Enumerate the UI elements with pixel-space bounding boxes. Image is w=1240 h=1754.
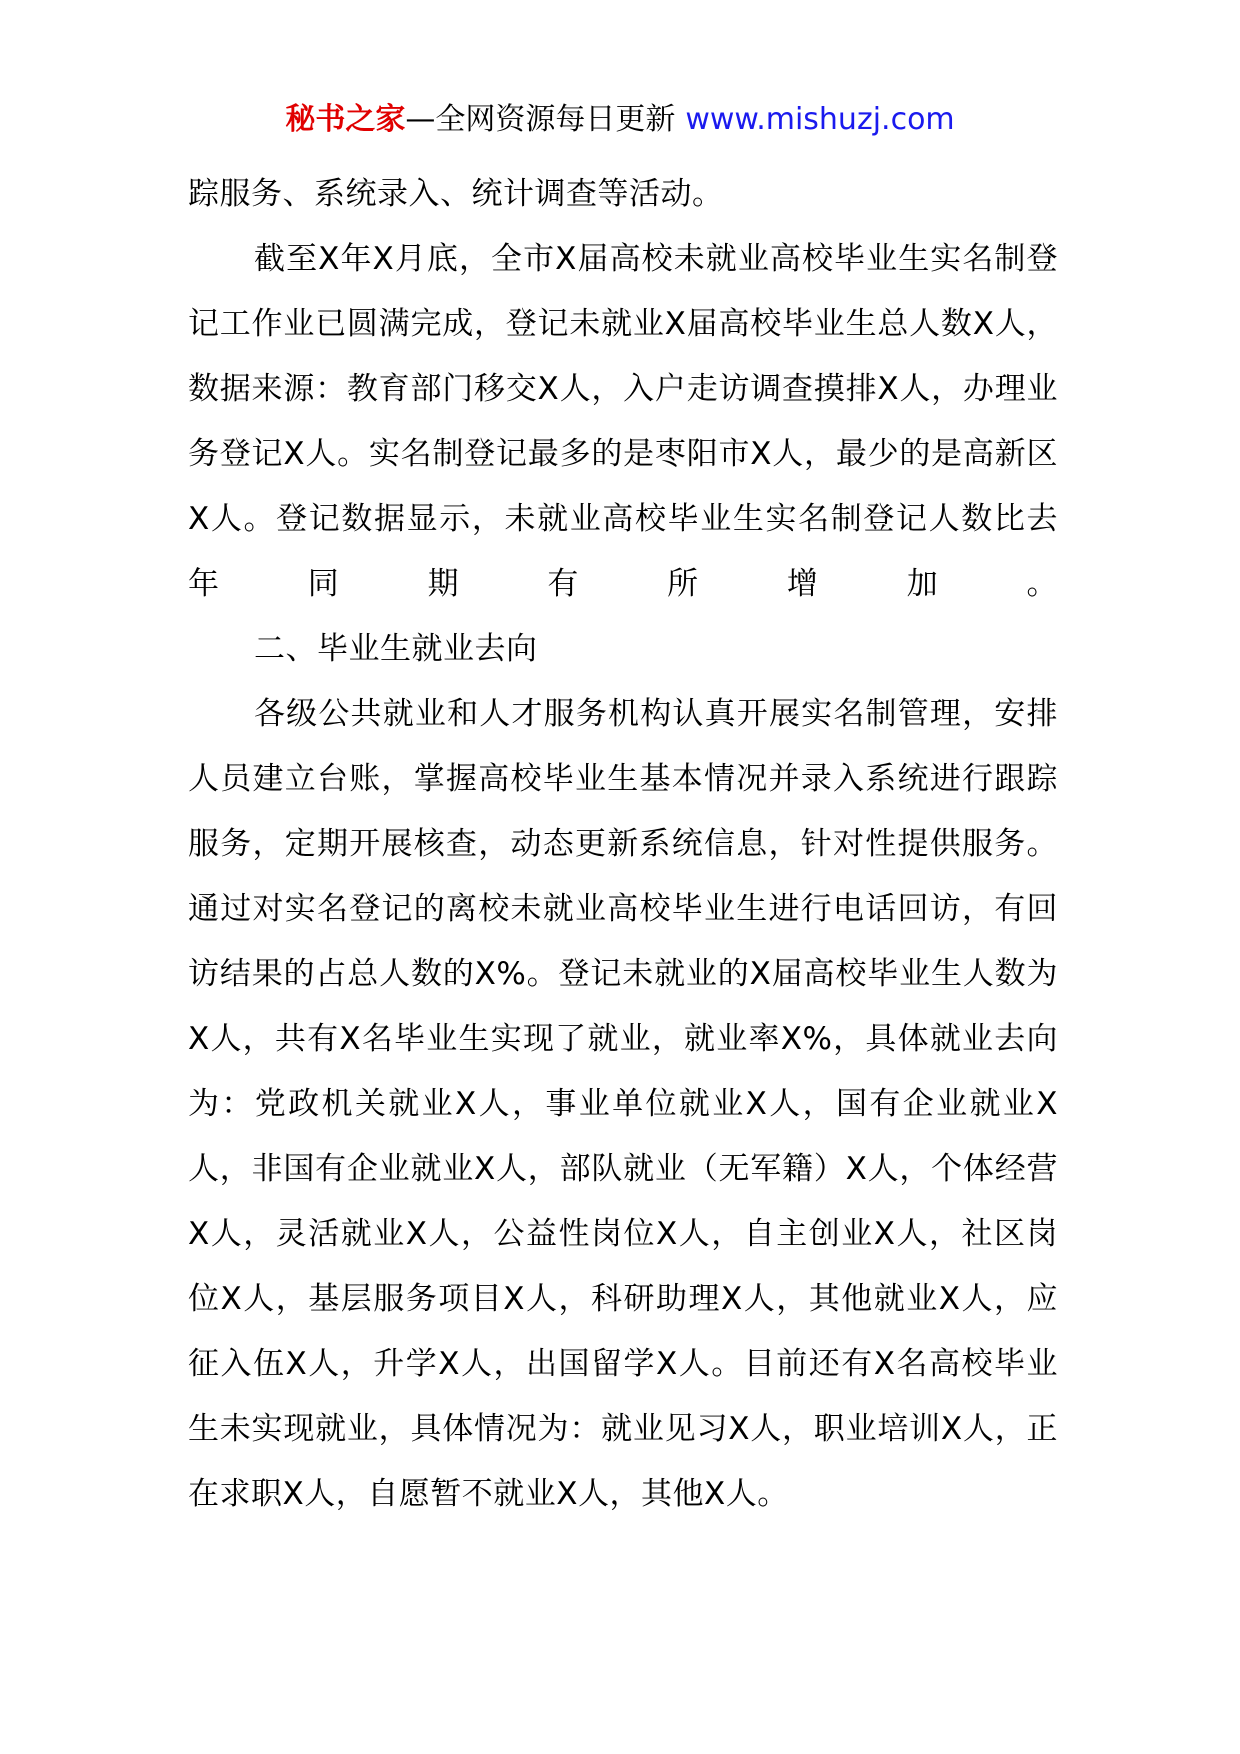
- brand-name: 秘书之家: [285, 102, 406, 137]
- paragraph-employment: 各级公共就业和人才服务机构认真开展实名制管理，安排人员建立台账，掌握高校毕业生基本情况并录入系统进行跟踪服务，定期开展核查，动态更新系统信息，针对性提供服务。通过对实名登记的离校未就业高校毕业生进行电话回访，有回访结果的占总人数的X%。登记未就业的X届高校毕业生人数为X人，共有X名毕业生实现了就业，就业率X%，具体就业去向为：党政机关就业X人，事业单位就业X人，国有企业就业X人，非国有企业就业X人，部队就业（无军籍）X人，个体经营X人，灵活就业X人，公益性岗位X人，自主创业X人，社区岗位X人，基层服务项目X人，科研助理X人，其他就业X人，应征入伍X人，升学X人，出国留学X人。目前还有X名高校毕业生未实现就业，具体情况为：就业见习X人，职业培训X人，正在求职X人，自愿暂不就业X人，其他X人。: [188, 696, 1058, 1512]
- page-header: [0, 100, 1240, 140]
- website-link[interactable]: www.mishuzj.com: [685, 102, 955, 137]
- header-slogan: —全网资源每日更新: [405, 102, 676, 137]
- paragraph-continuation: 踪服务、系统录入、统计调查等活动。: [188, 176, 724, 212]
- paragraph-registration: 截至X年X月底，全市X届高校未就业高校毕业生实名制登记工作业已圆满完成，登记未就业X届高校毕业生总人数X人，数据来源：教育部门移交X人，入户走访调查摸排X人，办理业务登记X人。实名制登记最多的是枣阳市X人，最少的是高新区X人。登记数据显示，未就业高校毕业生实名制登记人数比去年同期有所增加。: [188, 241, 1058, 602]
- document-body: [188, 162, 1058, 1527]
- section-heading: 二、毕业生就业去向: [254, 631, 538, 667]
